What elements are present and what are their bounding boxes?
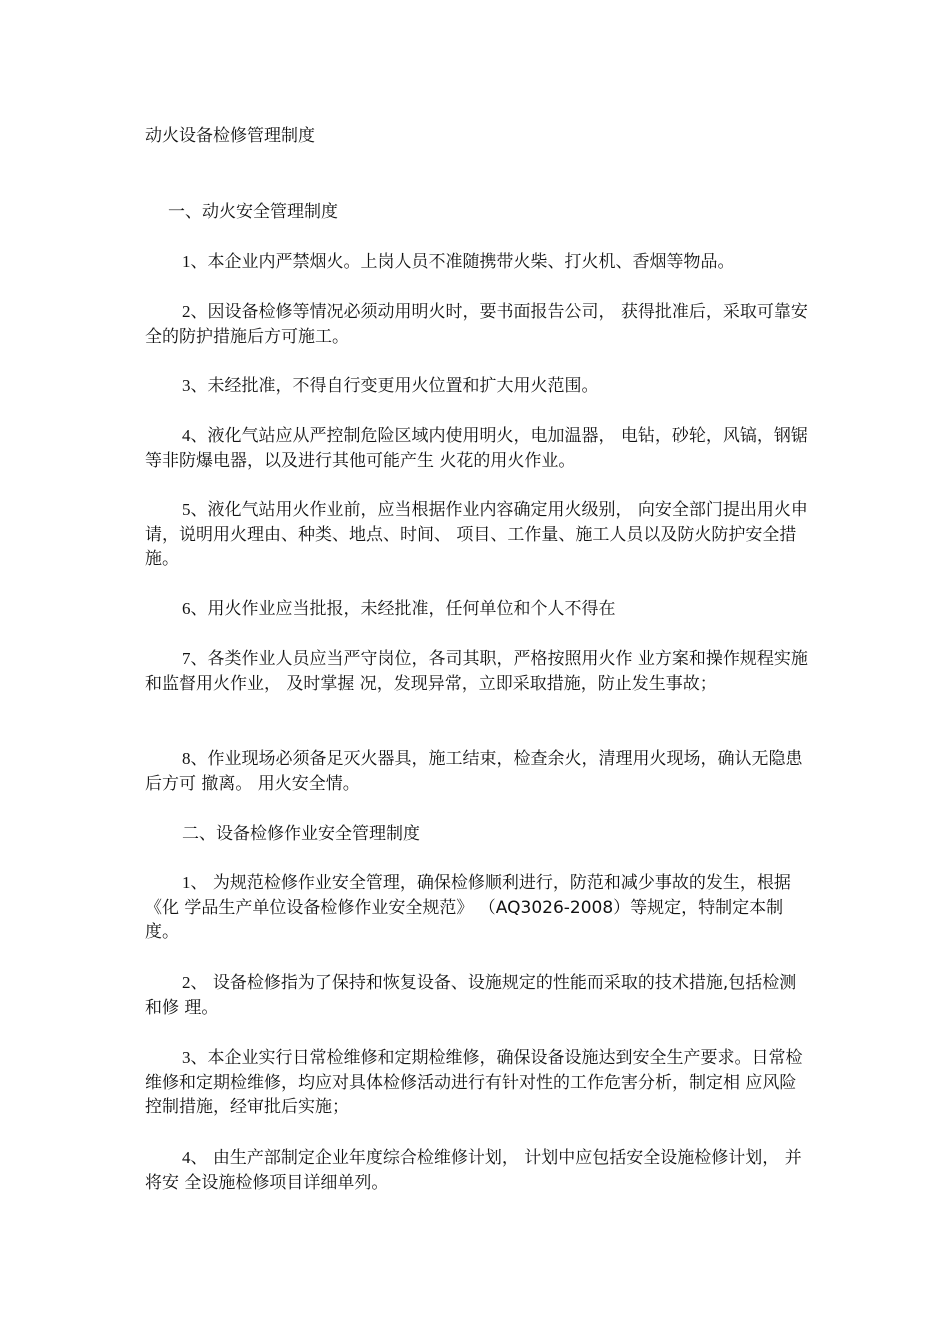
paragraph-1-3: 3、未经批准，不得自行变更用火位置和扩大用火范围。 bbox=[182, 376, 599, 396]
paragraph-1-6: 6、用火作业应当批报，未经批准，任何单位和个人不得在 bbox=[182, 599, 616, 619]
paragraph-1-5: 5、液化气站用火作业前，应当根据作业内容确定用火级别， 向安全部门提出用火申请，说明用火理由、种类、地点、时间、 项目、工作量、施工人员以及防火防护安全措施。 bbox=[145, 500, 808, 569]
paragraph-1-8: 8、作业现场必须备足灭火器具，施工结束，检查余火，清理用火现场，确认无隐患后方可 撤离。 用火安全情。 bbox=[145, 749, 803, 794]
paragraph-1-7: 7、各类作业人员应当严守岗位，各司其职，严格按照用火作 业方案和操作规程实施和监督用火作业， 及时掌握 况，发现异常，立即采取措施，防止发生事故； bbox=[145, 649, 808, 694]
document-title: 动火设备检修管理制度 bbox=[145, 126, 315, 146]
paragraph-1-2: 2、因设备检修等情况必须动用明火时，要书面报告公司， 获得批准后，采取可靠安全的防护措施后方可施工。 bbox=[145, 302, 808, 347]
section-heading-2: 二、设备检修作业安全管理制度 bbox=[182, 824, 420, 844]
section-heading-1: 一、动火安全管理制度 bbox=[168, 202, 338, 222]
paragraph-1-4: 4、液化气站应从严控制危险区域内使用明火，电加温器， 电钻，砂轮，风镐，钢锯等非防爆电器，以及进行其他可能产生 火花的用火作业。 bbox=[145, 426, 808, 471]
paragraph-2-3: 3、本企业实行日常检维修和定期检维修，确保设备设施达到安全生产要求。日常检维修和定期检维修，均应对具体检修活动进行有针对性的工作危害分析，制定相 应风险控制措施，经审批后实施； bbox=[145, 1048, 803, 1117]
paragraph-2-2: 2、 设备检修指为了保持和恢复设备、设施规定的性能而采取的技术措施,包括检测和修 理。 bbox=[145, 973, 797, 1018]
paragraph-2-1: 1、 为规范检修作业安全管理，确保检修顺利进行，防范和减少事故的发生，根据《化 学品生产单位设备检修作业安全规范》 （AQ3026-2008）等规定，特制定本制度。 bbox=[145, 873, 791, 942]
paragraph-2-4: 4、 由生产部制定企业年度综合检维修计划， 计划中应包括安全设施检修计划， 并将安 全设施检修项目详细单列。 bbox=[145, 1148, 802, 1193]
paragraph-1-1: 1、本企业内严禁烟火。上岗人员不准随携带火柴、打火机、香烟等物品。 bbox=[182, 252, 735, 272]
